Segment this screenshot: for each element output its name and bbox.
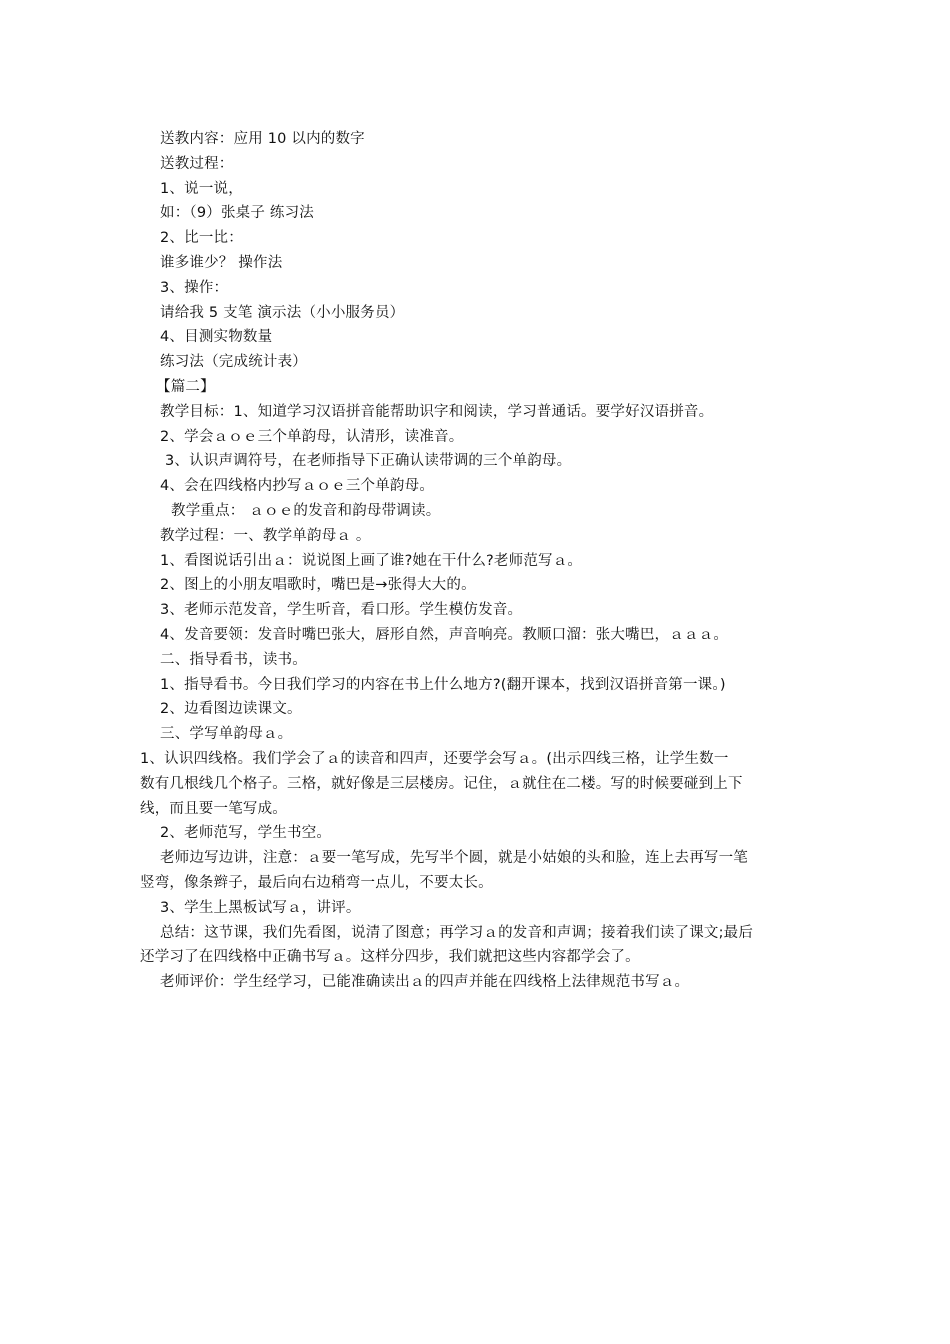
text-line-step3: 3、操作： — [160, 279, 229, 296]
text-line-section2: 二、指导看书，读书。 — [160, 651, 307, 668]
text-line-teaching-process: 教学过程：一、教学单韵母ａ 。 — [160, 527, 371, 544]
paragraph-four-line-l2: 数有几根线几个格子。三格，就好像是三层楼房。记住，ａ就住在二楼。写的时候要碰到上下 — [140, 775, 743, 792]
text-line-p1: 1、看图说话引出ａ：说说图上画了谁?她在干什么?老师范写ａ。 — [160, 552, 583, 569]
text-line-step2: 2、比一比： — [160, 230, 243, 247]
paragraph-summary-l2: 还学习了在四线格中正确书写ａ。这样分四步，我们就把这些内容都学会了。 — [140, 949, 640, 966]
paragraph-demo-l2: 竖弯，像条辫子，最后向右边稍弯一点儿，不要太长。 — [140, 874, 493, 891]
text-line-section3: 三、学写单韵母ａ。 — [160, 726, 293, 743]
text-line-s2-1: 1、指导看书。今日我们学习的内容在书上什么地方?(翻开课本，找到汉语拼音第一课。) — [160, 676, 726, 693]
text-line-step1: 1、说一说， — [160, 180, 243, 197]
text-line-example3: 请给我 5 支笔 演示法（小小服务员） — [160, 304, 405, 321]
text-line-goal2: 2、学会ａｏｅ三个单韵母，认清形，读准音。 — [160, 428, 464, 445]
text-line-blackboard: 3、学生上黑板试写ａ，讲评。 — [160, 899, 361, 916]
paragraph-four-line-l3: 线，而且要一笔写成。 — [140, 800, 287, 817]
text-line-demo: 2、老师范写，学生书空。 — [160, 825, 332, 842]
section-heading: 【篇二】 — [156, 378, 215, 395]
paragraph-summary-l1: 总结：这节课，我们先看图，说清了图意；再学习ａ的发音和声调；接着我们读了课文;最后 — [160, 924, 754, 941]
text-line-content: 送教内容：应用 10 以内的数字 — [160, 131, 365, 147]
text-line-goal3: 3、认识声调符号，在老师指导下正确认读带调的三个单韵母。 — [165, 453, 572, 470]
paragraph-demo-l1: 老师边写边讲，注意：ａ要一笔写成，先写半个圆，就是小姑娘的头和脸，连上去再写一笔 — [160, 850, 748, 867]
text-line-step4: 4、目测实物数量 — [160, 329, 273, 346]
paragraph-four-line-l1: 1、认识四线格。我们学会了ａ的读音和四声，还要学会写ａ。(出示四线三格，让学生数一 — [140, 750, 729, 767]
text-line-evaluation: 老师评价：学生经学习，已能准确读出ａ的四声并能在四线格上法律规范书写ａ。 — [160, 974, 690, 991]
document-body — [140, 127, 800, 995]
text-line-example2: 谁多谁少？ 操作法 — [160, 254, 283, 271]
text-line-p2: 2、图上的小朋友唱歌时，嘴巴是→张得大大的。 — [160, 577, 476, 594]
text-line-goal4: 4、会在四线格内抄写ａｏｅ三个单韵母。 — [160, 478, 435, 495]
text-line-p4: 4、发音要领：发音时嘴巴张大，唇形自然，声音响亮。教顺口溜：张大嘴巴，ａａａ。 — [160, 626, 729, 643]
text-line-s2-2: 2、边看图边读课文。 — [160, 701, 302, 718]
text-line-p3: 3、老师示范发音，学生听音，看口形。学生模仿发音。 — [160, 602, 523, 619]
text-line-focus: 教学重点： ａｏｅ的发音和韵母带调读。 — [171, 502, 441, 519]
text-line-goal: 教学目标：1、知道学习汉语拼音能帮助识字和阅读，学习普通话。要学好汉语拼音。 — [160, 403, 714, 420]
text-line-example4: 练习法（完成统计表） — [160, 354, 307, 371]
text-line-example1: 如：（9）张桌子 练习法 — [160, 205, 314, 222]
text-line-process: 送教过程： — [160, 155, 234, 172]
